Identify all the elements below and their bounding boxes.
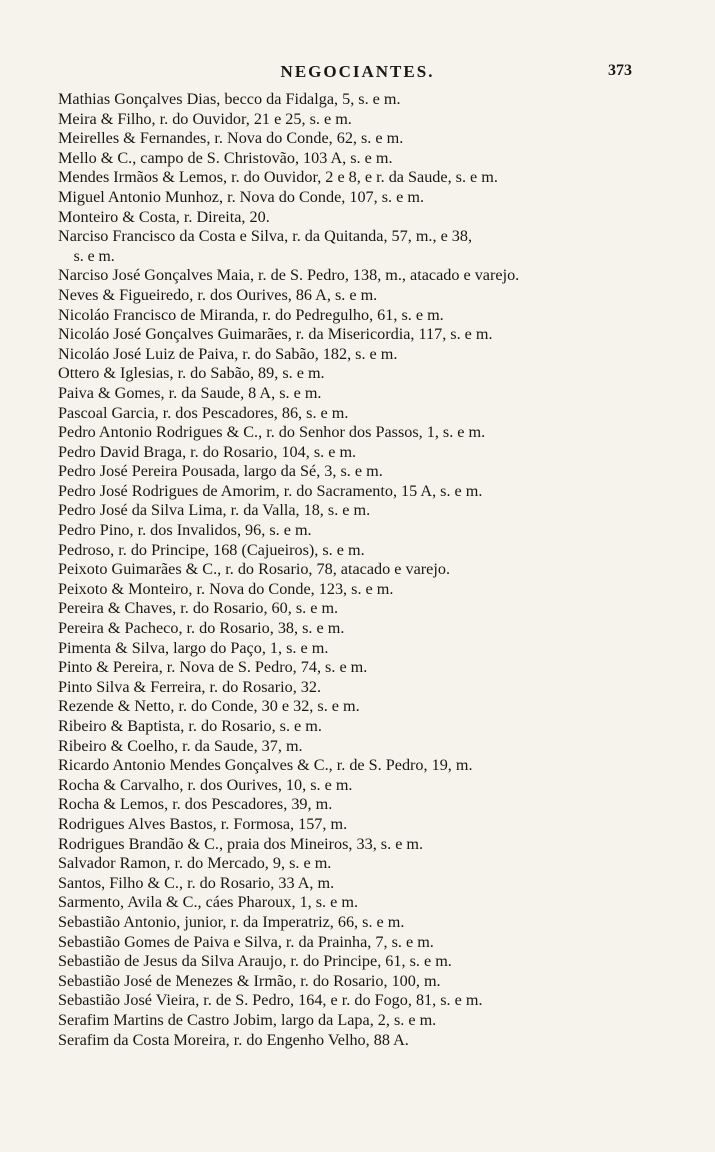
- directory-entry: Narciso José Gonçalves Maia, r. de S. Pedro, 138, m., atacado e varejo.: [58, 266, 520, 285]
- directory-entry: Pimenta & Silva, largo do Paço, 1, s. e m.: [58, 638, 329, 657]
- directory-entry: Ricardo Antonio Mendes Gonçalves & C., r. de S. Pedro, 19, m.: [58, 756, 473, 775]
- directory-entry: Rocha & Lemos, r. dos Pescadores, 39, m.: [58, 795, 333, 814]
- directory-entry: Nicoláo Francisco de Miranda, r. do Pedregulho, 61, s. e m.: [58, 305, 444, 324]
- directory-entry: Pereira & Chaves, r. do Rosario, 60, s. e m.: [58, 599, 339, 618]
- directory-entry: Peixoto & Monteiro, r. Nova do Conde, 123, s. e m.: [58, 579, 394, 598]
- directory-entry: Sebastião Antonio, junior, r. da Imperatriz, 66, s. e m.: [58, 912, 405, 931]
- directory-entry: Sarmento, Avila & C., cáes Pharoux, 1, s. e m.: [58, 893, 359, 912]
- directory-entry: Pedro David Braga, r. do Rosario, 104, s. e m.: [58, 442, 357, 461]
- directory-entry: Paiva & Gomes, r. da Saude, 8 A, s. e m.: [58, 383, 322, 402]
- directory-entry: Narciso Francisco da Costa e Silva, r. da Quitanda, 57, m., e 38,: [58, 227, 473, 246]
- directory-entry: Pedro José Rodrigues de Amorim, r. do Sacramento, 15 A, s. e m.: [58, 481, 483, 500]
- directory-entry: Salvador Ramon, r. do Mercado, 9, s. e m.: [58, 854, 332, 873]
- directory-entry: Pedro José da Silva Lima, r. da Valla, 18, s. e m.: [58, 501, 371, 520]
- directory-entry: Sebastião Gomes de Paiva e Silva, r. da Prainha, 7, s. e m.: [58, 932, 434, 951]
- page-number: 373: [608, 62, 632, 79]
- directory-entry: Pascoal Garcia, r. dos Pescadores, 86, s. e m.: [58, 403, 349, 422]
- directory-entry: Meira & Filho, r. do Ouvidor, 21 e 25, s. e m.: [58, 109, 352, 128]
- directory-entry: Rezende & Netto, r. do Conde, 30 e 32, s. e m.: [58, 697, 360, 716]
- directory-entry: Pedro Antonio Rodrigues & C., r. do Senhor dos Passos, 1, s. e m.: [58, 423, 486, 442]
- directory-entry: Pedro José Pereira Pousada, largo da Sé, 3, s. e m.: [58, 462, 383, 481]
- directory-entry: Sebastião José Vieira, r. de S. Pedro, 164, e r. do Fogo, 81, s. e m.: [58, 991, 483, 1010]
- directory-entry: Rocha & Carvalho, r. dos Ourives, 10, s. e m.: [58, 775, 353, 794]
- page-header-title: NEGOCIANTES.: [280, 62, 435, 81]
- directory-entry: Sebastião de Jesus da Silva Araujo, r. do Principe, 61, s. e m.: [58, 952, 452, 971]
- directory-entry: Meirelles & Fernandes, r. Nova do Conde, 62, s. e m.: [58, 129, 404, 148]
- directory-entry: Nicoláo José Gonçalves Guimarães, r. da Misericordia, 117, s. e m.: [58, 325, 493, 344]
- directory-entry: Rodrigues Alves Bastos, r. Formosa, 157, m.: [58, 814, 348, 833]
- directory-entry: Pinto Silva & Ferreira, r. do Rosario, 32.: [58, 677, 322, 696]
- directory-entry: Neves & Figueiredo, r. dos Ourives, 86 A, s. e m.: [58, 285, 378, 304]
- directory-entry: Peixoto Guimarães & C., r. do Rosario, 78, atacado e varejo.: [58, 560, 451, 579]
- directory-entry: Pedroso, r. do Principe, 168 (Cajueiros), s. e m.: [58, 540, 365, 559]
- directory-entry: Miguel Antonio Munhoz, r. Nova do Conde, 107, s. e m.: [58, 187, 424, 206]
- directory-entry-continuation: s. e m.: [73, 246, 115, 265]
- directory-entry: Rodrigues Brandão & C., praia dos Mineiros, 33, s. e m.: [58, 834, 424, 853]
- merchant-directory-list: [58, 90, 658, 1050]
- directory-entry: Mello & C., campo de S. Christovão, 103 A, s. e m.: [58, 148, 393, 167]
- directory-entry: Serafim da Costa Moreira, r. do Engenho Velho, 88 A.: [58, 1030, 409, 1049]
- directory-entry: Pereira & Pacheco, r. do Rosario, 38, s. e m.: [58, 619, 345, 638]
- directory-entry: Mathias Gonçalves Dias, becco da Fidalga, 5, s. e m.: [58, 90, 401, 108]
- directory-entry: Monteiro & Costa, r. Direita, 20.: [58, 207, 270, 226]
- directory-entry: Pedro Pino, r. dos Invalidos, 96, s. e m.: [58, 521, 312, 540]
- directory-entry: Serafim Martins de Castro Jobim, largo da Lapa, 2, s. e m.: [58, 1010, 437, 1029]
- directory-entry: Ottero & Iglesias, r. do Sabão, 89, s. e m.: [58, 364, 325, 383]
- directory-entry: Ribeiro & Baptista, r. do Rosario, s. e m.: [58, 717, 322, 735]
- directory-entry: Ribeiro & Coelho, r. da Saude, 37, m.: [58, 736, 303, 755]
- directory-entry: Nicoláo José Luiz de Paiva, r. do Sabão, 182, s. e m.: [58, 344, 398, 363]
- directory-entry: Pinto & Pereira, r. Nova de S. Pedro, 74, s. e m.: [58, 658, 368, 677]
- directory-entry: Santos, Filho & C., r. do Rosario, 33 A, m.: [58, 873, 335, 892]
- directory-entry: Sebastião José de Menezes & Irmão, r. do Rosario, 100, m.: [58, 971, 441, 990]
- directory-entry: Mendes Irmãos & Lemos, r. do Ouvidor, 2 e 8, e r. da Saude, s. e m.: [58, 168, 498, 187]
